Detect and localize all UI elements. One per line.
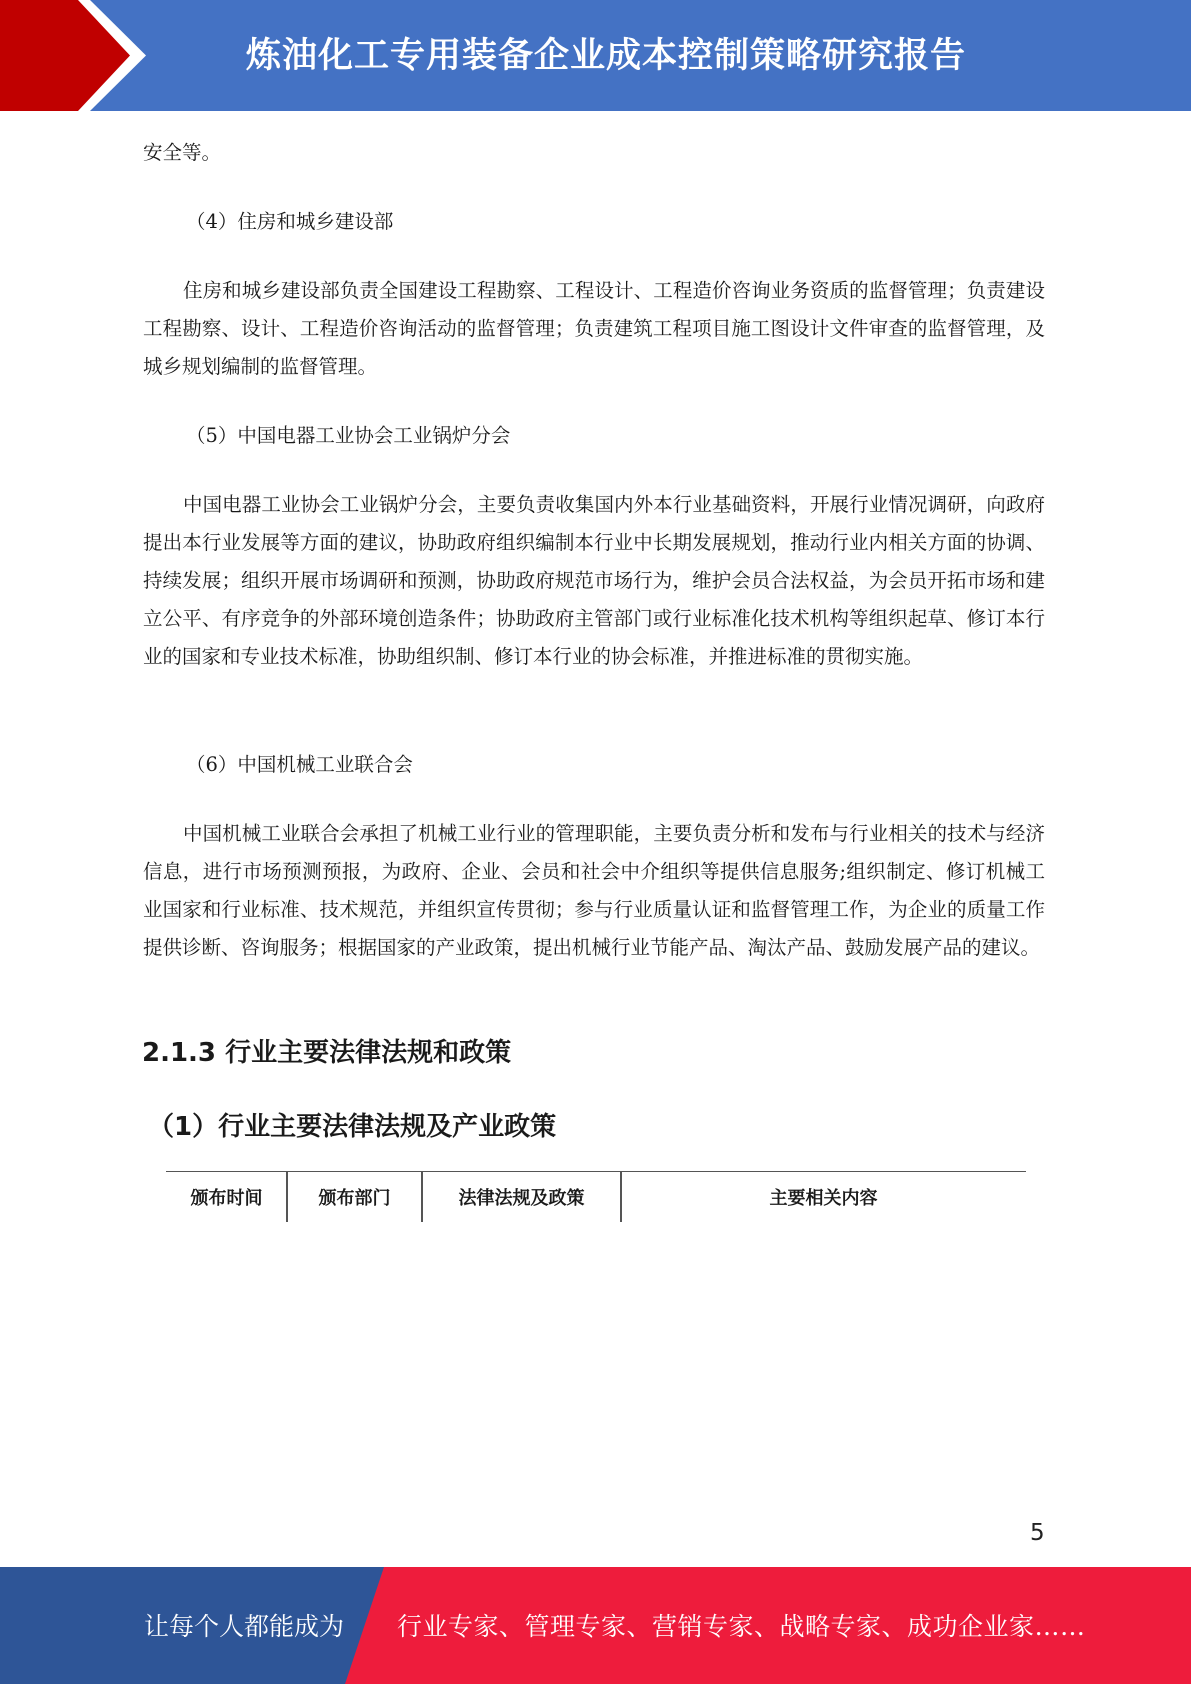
subheading-6: （6）中国机械工业联合会 <box>186 753 413 776</box>
header-chevron-decoration <box>0 0 160 111</box>
subsection-heading: （1）行业主要法律法规及产业政策 <box>148 1112 557 1142</box>
paragraph-continuation: 安全等。 <box>143 141 222 164</box>
table-header-cell: 颁布部门 <box>318 1188 391 1209</box>
table-header-cell: 颁布时间 <box>190 1188 263 1209</box>
footer-slogan-left: 让每个人都能成为 <box>144 1612 345 1641</box>
footer-slogan-right: 行业专家、管理专家、营销专家、战略专家、成功企业家…… <box>397 1612 1086 1641</box>
paragraph-5: 中国电器工业协会工业锅炉分会，主要负责收集国内外本行业基础资料，开展行业情况调研，向政府提出本行业发展等方面的建议，协助政府组织编制本行业中长期发展规划，推动行业内相关方面的协调、持续发展；组织开展市场调研和预测，协助政府规范市场行为，维护会员合法权益，为会员开拓市场和建立公平、有序竞争的外部环境创造条件；协助政府主管部门或行业标准化技术机构等组织起草、修订本行业的国家和专业技术标准，协助组织制、修订本行业的协会标准，并推进标准的贯彻实施。 <box>143 493 1045 668</box>
page-number: 5 <box>1030 1520 1045 1546</box>
policy-table-header <box>166 1171 1026 1221</box>
page-header <box>0 0 1191 111</box>
paragraph-6: 中国机械工业联合会承担了机械工业行业的管理职能，主要负责分析和发布与行业相关的技术与经济信息，进行市场预测预报，为政府、企业、会员和社会中介组织等提供信息服务;组织制定、修订机械工业国家和行业标准、技术规范，并组织宣传贯彻；参与行业质量认证和监督管理工作，为企业的质量工作提供诊断、咨询服务；根据国家的产业政策，提出机械行业节能产品、淘汰产品、鼓励发展产品的建议。 <box>143 822 1045 959</box>
subheading-4: （4）住房和城乡建设部 <box>186 210 394 233</box>
paragraph-4: 住房和城乡建设部负责全国建设工程勘察、工程设计、工程造价咨询业务资质的监督管理；负责建设工程勘察、设计、工程造价咨询活动的监督管理；负责建筑工程项目施工图设计文件审查的监督管理，及城乡规划编制的监督管理。 <box>143 279 1045 378</box>
section-heading: 2.1.3 行业主要法律法规和政策 <box>142 1038 512 1068</box>
subheading-5: （5）中国电器工业协会工业锅炉分会 <box>186 424 511 447</box>
report-title: 炼油化工专用装备企业成本控制策略研究报告 <box>246 36 967 76</box>
table-header-cell: 主要相关内容 <box>769 1188 878 1209</box>
table-header-cell: 法律法规及政策 <box>458 1188 585 1209</box>
page-footer <box>0 1567 1191 1684</box>
